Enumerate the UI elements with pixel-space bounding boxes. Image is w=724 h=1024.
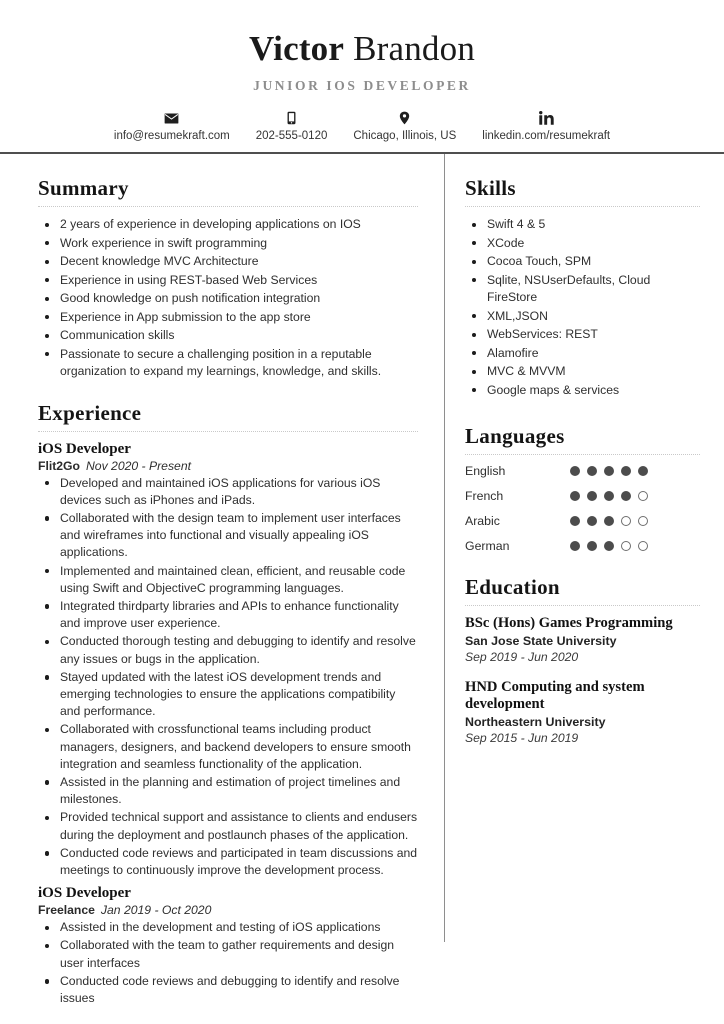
left-column <box>0 154 444 1012</box>
contact-email-text: info@resumekraft.com <box>113 129 230 142</box>
rating-dot-filled <box>570 541 580 551</box>
job-bullet-list <box>38 919 418 1007</box>
section-education <box>465 575 700 746</box>
job-role: iOS Developer <box>38 440 131 457</box>
resume-body <box>0 154 724 1012</box>
language-rating <box>570 541 648 551</box>
list-item: Communication skills <box>38 327 418 345</box>
summary-list <box>38 216 418 381</box>
list-item: Google maps & services <box>465 382 700 400</box>
list-item: Implemented and maintained clean, efficient, and reusable code using Swift and ObjectiveC programming languages. <box>38 563 418 597</box>
list-item: Work experience in swift programming <box>38 235 418 253</box>
linkedin-icon <box>539 111 554 126</box>
rating-dot-filled <box>570 516 580 526</box>
list-item: Sqlite, NSUserDefaults, Cloud FireStore <box>465 272 700 307</box>
job-company: Freelance <box>38 903 95 918</box>
contact-row <box>0 111 724 143</box>
rating-dot-filled <box>587 541 597 551</box>
languages-heading: Languages <box>465 424 565 448</box>
resume-header <box>0 0 724 154</box>
rating-dot-filled <box>587 491 597 501</box>
language-rating <box>570 466 648 476</box>
rating-dot-filled <box>570 491 580 501</box>
language-name: English <box>465 464 506 478</box>
languages-heading-rule <box>465 454 700 455</box>
first-name: Victor <box>248 29 345 68</box>
list-item: Conducted thorough testing and debugging to identify and resolve any issues or bugs in the application. <box>38 633 418 667</box>
job-bullet-list <box>38 475 418 880</box>
experience-jobs <box>38 441 418 1008</box>
list-item: Experience in using REST-based Web Services <box>38 272 418 290</box>
list-item: Provided technical support and assistance to clients and endusers during the deployment and postlaunch phases of the application. <box>38 809 418 843</box>
education-dates: Sep 2015 - Jun 2019 <box>465 731 579 745</box>
rating-dot-empty <box>621 516 631 526</box>
list-item: WebServices: REST <box>465 326 700 344</box>
list-item: 2 years of experience in developing applications on IOS <box>38 216 418 234</box>
experience-item <box>38 885 418 1007</box>
experience-item <box>38 441 418 880</box>
job-dates: Nov 2020 - Present <box>85 458 191 473</box>
education-list <box>465 615 700 746</box>
list-item: Assisted in the development and testing of iOS applications <box>38 919 418 936</box>
list-item: Decent knowledge MVC Architecture <box>38 253 418 271</box>
rating-dot-filled <box>604 541 614 551</box>
right-column <box>445 154 724 1012</box>
last-name: Brandon <box>353 29 476 68</box>
skills-heading: Skills <box>465 176 516 200</box>
rating-dot-filled <box>604 466 614 476</box>
language-row <box>465 514 700 528</box>
skills-list <box>465 216 700 399</box>
list-item: Stayed updated with the latest iOS development trends and emerging technologies to ensure the applications compatibility and performance. <box>38 669 418 721</box>
list-item: Collaborated with the design team to implement user interfaces and wireframes into functional and visually appealing iOS applications. <box>38 510 418 562</box>
rating-dot-empty <box>638 541 648 551</box>
rating-dot-filled <box>621 491 631 501</box>
language-row <box>465 539 700 553</box>
section-summary <box>38 176 418 381</box>
list-item: Collaborated with crossfunctional teams including product managers, designers, and backend developers to ensure smooth integration and seamless functionality of the application. <box>38 721 418 773</box>
language-row <box>465 464 700 478</box>
list-item: Experience in App submission to the app store <box>38 309 418 327</box>
job-company: Flit2Go <box>38 458 80 473</box>
job-meta <box>38 903 418 917</box>
language-rating <box>570 491 648 501</box>
list-item: XCode <box>465 235 700 253</box>
education-item <box>465 615 700 665</box>
list-item: Good knowledge on push notification integration <box>38 290 418 308</box>
language-name: French <box>465 489 504 503</box>
summary-heading: Summary <box>38 176 129 200</box>
list-item: MVC & MVVM <box>465 363 700 381</box>
envelope-icon <box>164 111 179 126</box>
rating-dot-filled <box>587 516 597 526</box>
job-meta <box>38 459 418 473</box>
map-pin-icon <box>399 111 410 126</box>
rating-dot-filled <box>570 466 580 476</box>
languages-list <box>465 464 700 553</box>
mobile-phone-icon <box>287 111 296 126</box>
contact-location-text: Chicago, Illinois, US <box>353 129 457 142</box>
contact-item-email[interactable] <box>101 111 243 143</box>
list-item: Developed and maintained iOS applications for various iOS devices such as iPhones and iPads. <box>38 475 418 509</box>
language-name: German <box>465 539 510 553</box>
list-item: XML,JSON <box>465 308 700 326</box>
rating-dot-empty <box>638 516 648 526</box>
education-school: San Jose State University <box>465 634 617 648</box>
section-skills <box>465 176 700 399</box>
experience-heading-rule <box>38 431 418 432</box>
section-experience <box>38 401 418 1008</box>
list-item: Assisted in the planning and estimation of project timelines and milestones. <box>38 774 418 808</box>
language-row <box>465 489 700 503</box>
job-role: iOS Developer <box>38 885 131 902</box>
language-name: Arabic <box>465 514 500 528</box>
experience-heading: Experience <box>38 400 142 425</box>
job-dates: Jan 2019 - Oct 2020 <box>100 903 212 918</box>
rating-dot-filled <box>604 516 614 526</box>
list-item: Conducted code reviews and debugging to identify and resolve issues <box>38 973 418 1007</box>
rating-dot-empty <box>638 491 648 501</box>
headline-job-title: JUNIOR IOS DEVELOPER <box>253 77 471 93</box>
rating-dot-empty <box>621 541 631 551</box>
contact-phone-text: 202-555-0120 <box>255 129 328 142</box>
education-item <box>465 679 700 746</box>
education-school: Northeastern University <box>465 715 606 729</box>
contact-item-linkedin[interactable] <box>469 111 623 143</box>
education-heading: Education <box>465 575 560 599</box>
education-heading-rule <box>465 605 700 606</box>
contact-linkedin-text: linkedin.com/resumekraft <box>482 129 611 142</box>
education-degree: BSc (Hons) Games Programming <box>465 615 673 631</box>
education-dates: Sep 2019 - Jun 2020 <box>465 650 579 664</box>
list-item: Swift 4 & 5 <box>465 216 700 234</box>
list-item: Cocoa Touch, SPM <box>465 253 700 271</box>
language-rating <box>570 516 648 526</box>
list-item: Passionate to secure a challenging position in a reputable organization to expand my learnings, knowledge, and skills. <box>38 346 418 381</box>
education-degree: HND Computing and system development <box>465 679 645 712</box>
section-languages <box>465 424 700 553</box>
list-item: Collaborated with the team to gather requirements and design user interfaces <box>38 937 418 971</box>
rating-dot-filled <box>638 466 648 476</box>
rating-dot-filled <box>587 466 597 476</box>
rating-dot-filled <box>621 466 631 476</box>
rating-dot-filled <box>604 491 614 501</box>
summary-heading-rule <box>38 206 418 207</box>
list-item: Alamofire <box>465 345 700 363</box>
list-item: Conducted code reviews and participated in team discussions and meetings to continuously improve the development process. <box>38 845 418 879</box>
page-title <box>0 30 724 69</box>
skills-heading-rule <box>465 206 700 207</box>
list-item: Integrated thirdparty libraries and APIs to enhance functionality and improve user experience. <box>38 598 418 632</box>
contact-item-location[interactable] <box>340 111 469 143</box>
contact-item-phone[interactable] <box>243 111 341 143</box>
